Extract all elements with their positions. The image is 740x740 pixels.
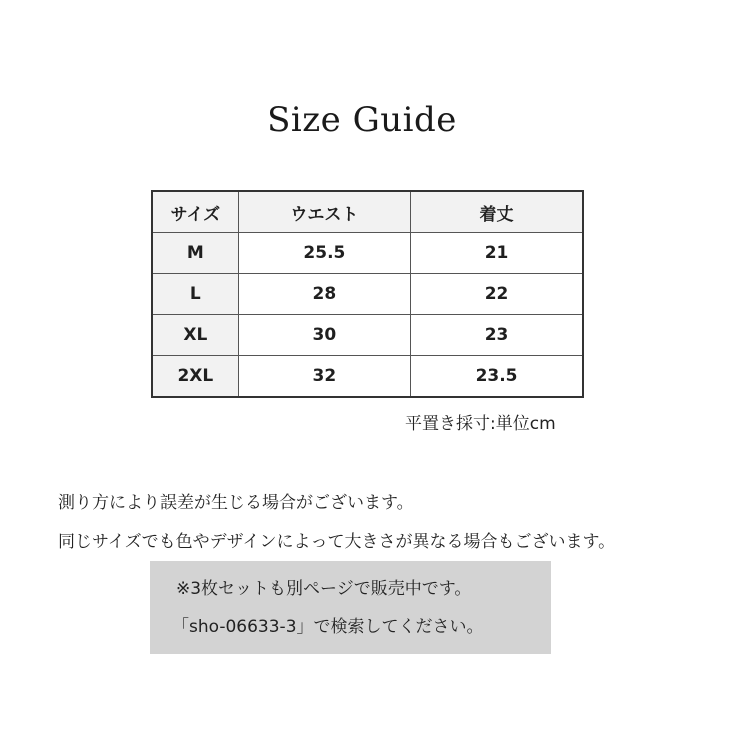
row-waist: 25.5	[238, 233, 410, 274]
table-row	[152, 274, 583, 315]
notice-box	[150, 561, 551, 654]
row-size: M	[152, 233, 238, 274]
row-length: 23	[411, 315, 583, 356]
row-size: 2XL	[152, 356, 238, 398]
notice-set-sale: ※3枚セットも別ページで販売中です。	[176, 579, 472, 599]
table-header-row	[152, 191, 583, 233]
row-length: 23.5	[411, 356, 583, 398]
variation-note: 同じサイズでも色やデザインによって大きさが異なる場合もございます。	[58, 532, 616, 552]
table-row	[152, 315, 583, 356]
unit-note: 平置き採寸:単位cm	[405, 414, 556, 434]
row-size: L	[152, 274, 238, 315]
row-length: 22	[411, 274, 583, 315]
page-title: Size Guide	[267, 100, 457, 140]
header-waist: ウエスト	[238, 191, 410, 233]
header-length: 着丈	[411, 191, 583, 233]
table-row	[152, 356, 583, 398]
measurement-note: 測り方により誤差が生じる場合がございます。	[58, 493, 414, 513]
row-waist: 28	[238, 274, 410, 315]
table-row	[152, 233, 583, 274]
header-size: サイズ	[152, 191, 238, 233]
row-waist: 32	[238, 356, 410, 398]
row-size: XL	[152, 315, 238, 356]
notice-search-code: 「sho-06633-3」で検索してください。	[172, 617, 484, 637]
row-waist: 30	[238, 315, 410, 356]
size-table	[151, 190, 584, 398]
row-length: 21	[411, 233, 583, 274]
